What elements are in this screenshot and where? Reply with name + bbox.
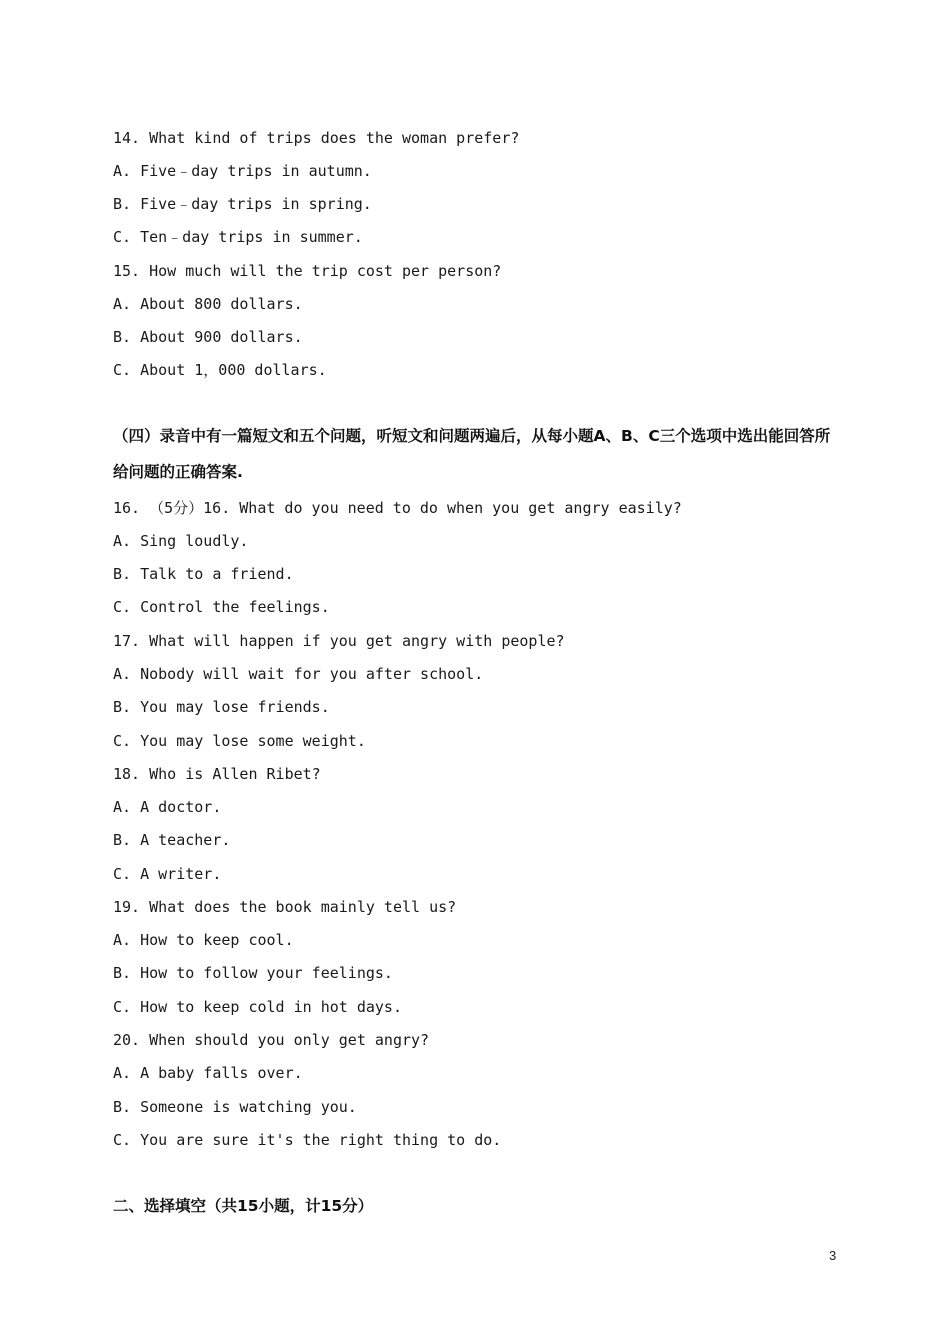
question-16: 16. （5分）16. What do you need to do when you get angry easily? — [113, 499, 682, 517]
question-14: 14. What kind of trips does the woman prefer? — [113, 129, 520, 147]
option-17a: A. Nobody will wait for you after school. — [113, 665, 484, 683]
question-18: 18. Who is Allen Ribet? — [113, 765, 321, 783]
option-17b: B. You may lose friends. — [113, 698, 330, 716]
option-17c: C. You may lose some weight. — [113, 732, 366, 750]
option-18a: A. A doctor. — [113, 798, 222, 816]
option-18c: C. A writer. — [113, 865, 222, 883]
option-20b: B. Someone is watching you. — [113, 1098, 357, 1116]
option-15a: A. About 800 dollars. — [113, 295, 303, 313]
part-2-heading: 二、选择填空（共15小题，计15分） — [113, 1197, 374, 1215]
question-17: 17. What will happen if you get angry with people? — [113, 632, 565, 650]
option-15b: B. About 900 dollars. — [113, 328, 303, 346]
page-number: 3 — [829, 1248, 837, 1263]
option-19c: C. How to keep cold in hot days. — [113, 998, 402, 1016]
option-14c: C. Ten﹣day trips in summer. — [113, 228, 363, 246]
option-20a: A. A baby falls over. — [113, 1064, 303, 1082]
option-14a: A. Five﹣day trips in autumn. — [113, 162, 372, 180]
question-20: 20. When should you only get angry? — [113, 1031, 430, 1049]
option-16a: A. Sing loudly. — [113, 532, 249, 550]
option-15c: C. About 1，000 dollars. — [113, 361, 327, 379]
question-15: 15. How much will the trip cost per person? — [113, 262, 502, 280]
option-19a: A. How to keep cool. — [113, 931, 294, 949]
option-19b: B. How to follow your feelings. — [113, 964, 393, 982]
option-14b: B. Five﹣day trips in spring. — [113, 195, 372, 213]
option-18b: B. A teacher. — [113, 831, 231, 849]
option-16b: B. Talk to a friend. — [113, 565, 294, 583]
option-20c: C. You are sure it's the right thing to do. — [113, 1131, 502, 1149]
question-19: 19. What does the book mainly tell us? — [113, 898, 457, 916]
option-16c: C. Control the feelings. — [113, 598, 330, 616]
section-4-instructions: （四）录音中有一篇短文和五个问题，听短文和问题两遍后，从每小题A、B、C三个选项中选出能回答所给问题的正确答案. — [113, 427, 831, 481]
